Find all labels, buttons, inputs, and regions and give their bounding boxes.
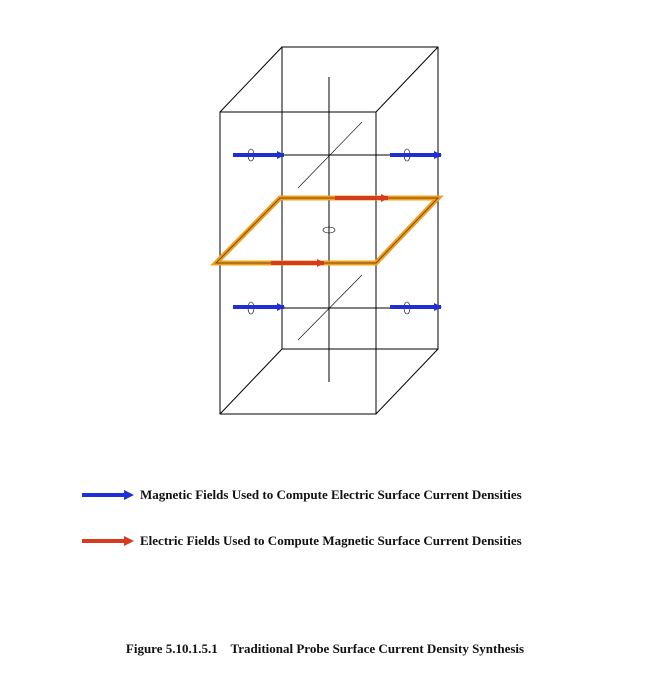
legend-label-magnetic: Magnetic Fields Used to Compute Electric Surface Current Densities (140, 487, 522, 502)
legend-item-electric (82, 530, 522, 552)
center-axes (251, 77, 407, 382)
box-edge (376, 349, 438, 414)
figure-title: Traditional Probe Surface Current Density Synthesis (230, 641, 525, 656)
legend-label-electric: Electric Fields Used to Compute Magnetic Surface Current Densities (140, 533, 522, 548)
figure-number: Figure 5.10.1.5.1 (125, 641, 218, 656)
figure-caption (0, 641, 650, 657)
box-edge (220, 349, 282, 414)
probe-surface-outline (216, 198, 438, 263)
box-edge (220, 47, 282, 112)
box-edge (376, 47, 438, 112)
blue-arrow-icon (82, 489, 134, 501)
red-arrow-icon (82, 535, 134, 547)
legend-item-magnetic (82, 484, 522, 506)
